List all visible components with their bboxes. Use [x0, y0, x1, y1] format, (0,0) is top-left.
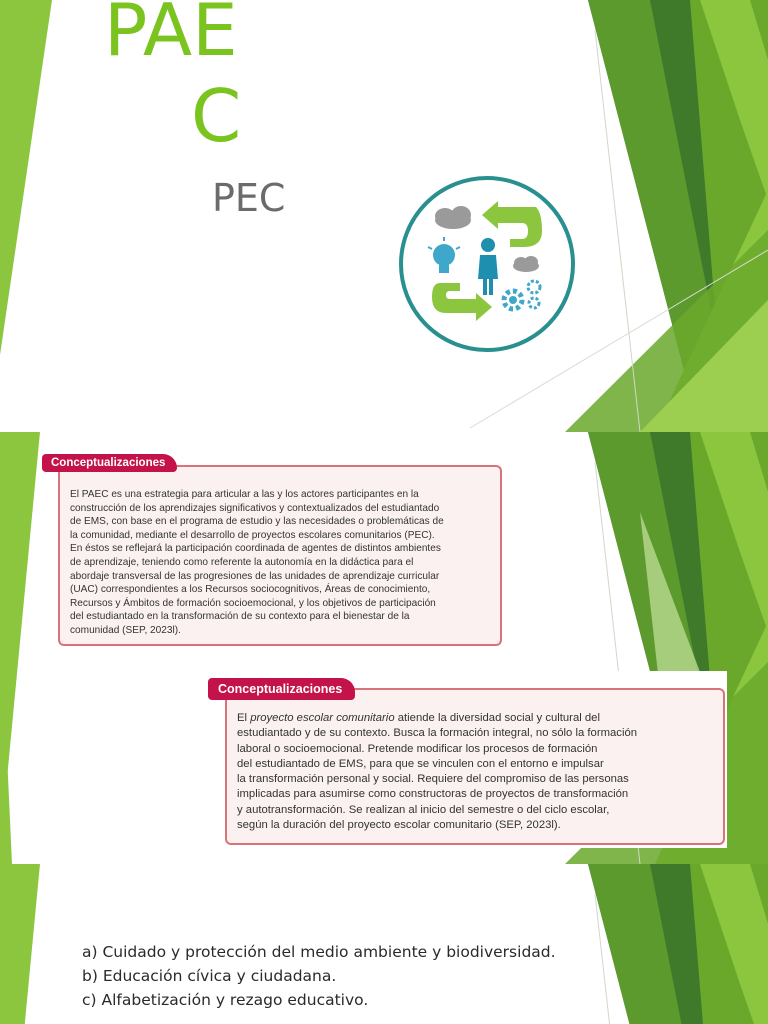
list-item: c) Alfabetización y rezago educativo.: [82, 991, 369, 1009]
card-1-line: la comunidad, mediante el desarrollo de proyectos escolares comunitarios (PEC).: [70, 529, 435, 541]
card-1-line: (UAC) correspondientes a los Recursos sociocognitivos, Áreas de conocimiento,: [70, 584, 431, 596]
card-2-line: implicadas para asumirse como constructoras de proyectos de transformación: [237, 788, 629, 801]
slide-1: [0, 0, 768, 432]
title-line-1: PAE: [104, 0, 238, 72]
concept-card-2-panel: [205, 671, 727, 848]
card-2-line: del estudiantado de EMS, para que se vinculen con el entorno e impulsar: [237, 757, 604, 770]
card-1-line: del estudiantado en la transformación de su contexto para el bienestar de la: [70, 611, 410, 623]
card-1-line: de EMS, con base en el programa de estudio y las necesidades o problemáticas de: [70, 516, 444, 528]
card-1-line: En éstos se reflejará la participación coordinada de agentes de distintos ambientes: [70, 543, 441, 555]
card-2-line: El proyecto escolar comunitario atiende la diversidad social y cultural del: [237, 712, 600, 724]
card-1-line: de aprendizaje, teniendo como referente la autonomía en la didáctica para el: [70, 556, 414, 568]
slide-3: [0, 864, 768, 1024]
card-2-line: laboral o socioemocional. Pretende modificar los procesos de formación: [237, 742, 598, 755]
list-item: a) Cuidado y protección del medio ambiente y biodiversidad.: [82, 943, 556, 961]
card-2-line: según la duración del proyecto escolar comunitario (SEP, 2023l).: [237, 819, 561, 832]
card-2-line: estudiantado y de su contexto. Busca la formación integral, no sólo la formación: [237, 727, 638, 740]
title-line-2: C: [191, 74, 242, 158]
list-item: b) Educación cívica y ciudadana.: [82, 967, 337, 985]
subtitle: PEC: [212, 176, 286, 220]
card-1-line: Recursos y Ámbitos de formación socioemocional, y los objetivos de participación: [70, 597, 436, 609]
card-2-tab: Conceptualizaciones: [208, 678, 355, 700]
card-2-body: [237, 711, 723, 833]
card-1-line: abordaje transversal de las progresiones de las unidades de aprendizaje curricular: [70, 570, 440, 582]
topic-list: [82, 940, 556, 1012]
card-1-line: construcción de los aprendizajes significativos y contextualizados del estudiantado: [70, 502, 440, 514]
slide-2: [0, 432, 768, 864]
card-2-line: y autotransformación. Se realizan al inicio del semestre o del ciclo escolar,: [237, 803, 610, 816]
card-1-body: [70, 488, 500, 638]
card-1-tab: Conceptualizaciones: [42, 454, 177, 472]
community-project-icon: [398, 175, 576, 353]
card-1-line: El PAEC es una estrategia para articular a las y los actores participantes en la: [70, 489, 419, 500]
card-1-line: comunidad (SEP, 2023l).: [70, 624, 181, 636]
card-2-line: la transformación personal y social. Requiere del compromiso de las personas: [237, 773, 629, 786]
